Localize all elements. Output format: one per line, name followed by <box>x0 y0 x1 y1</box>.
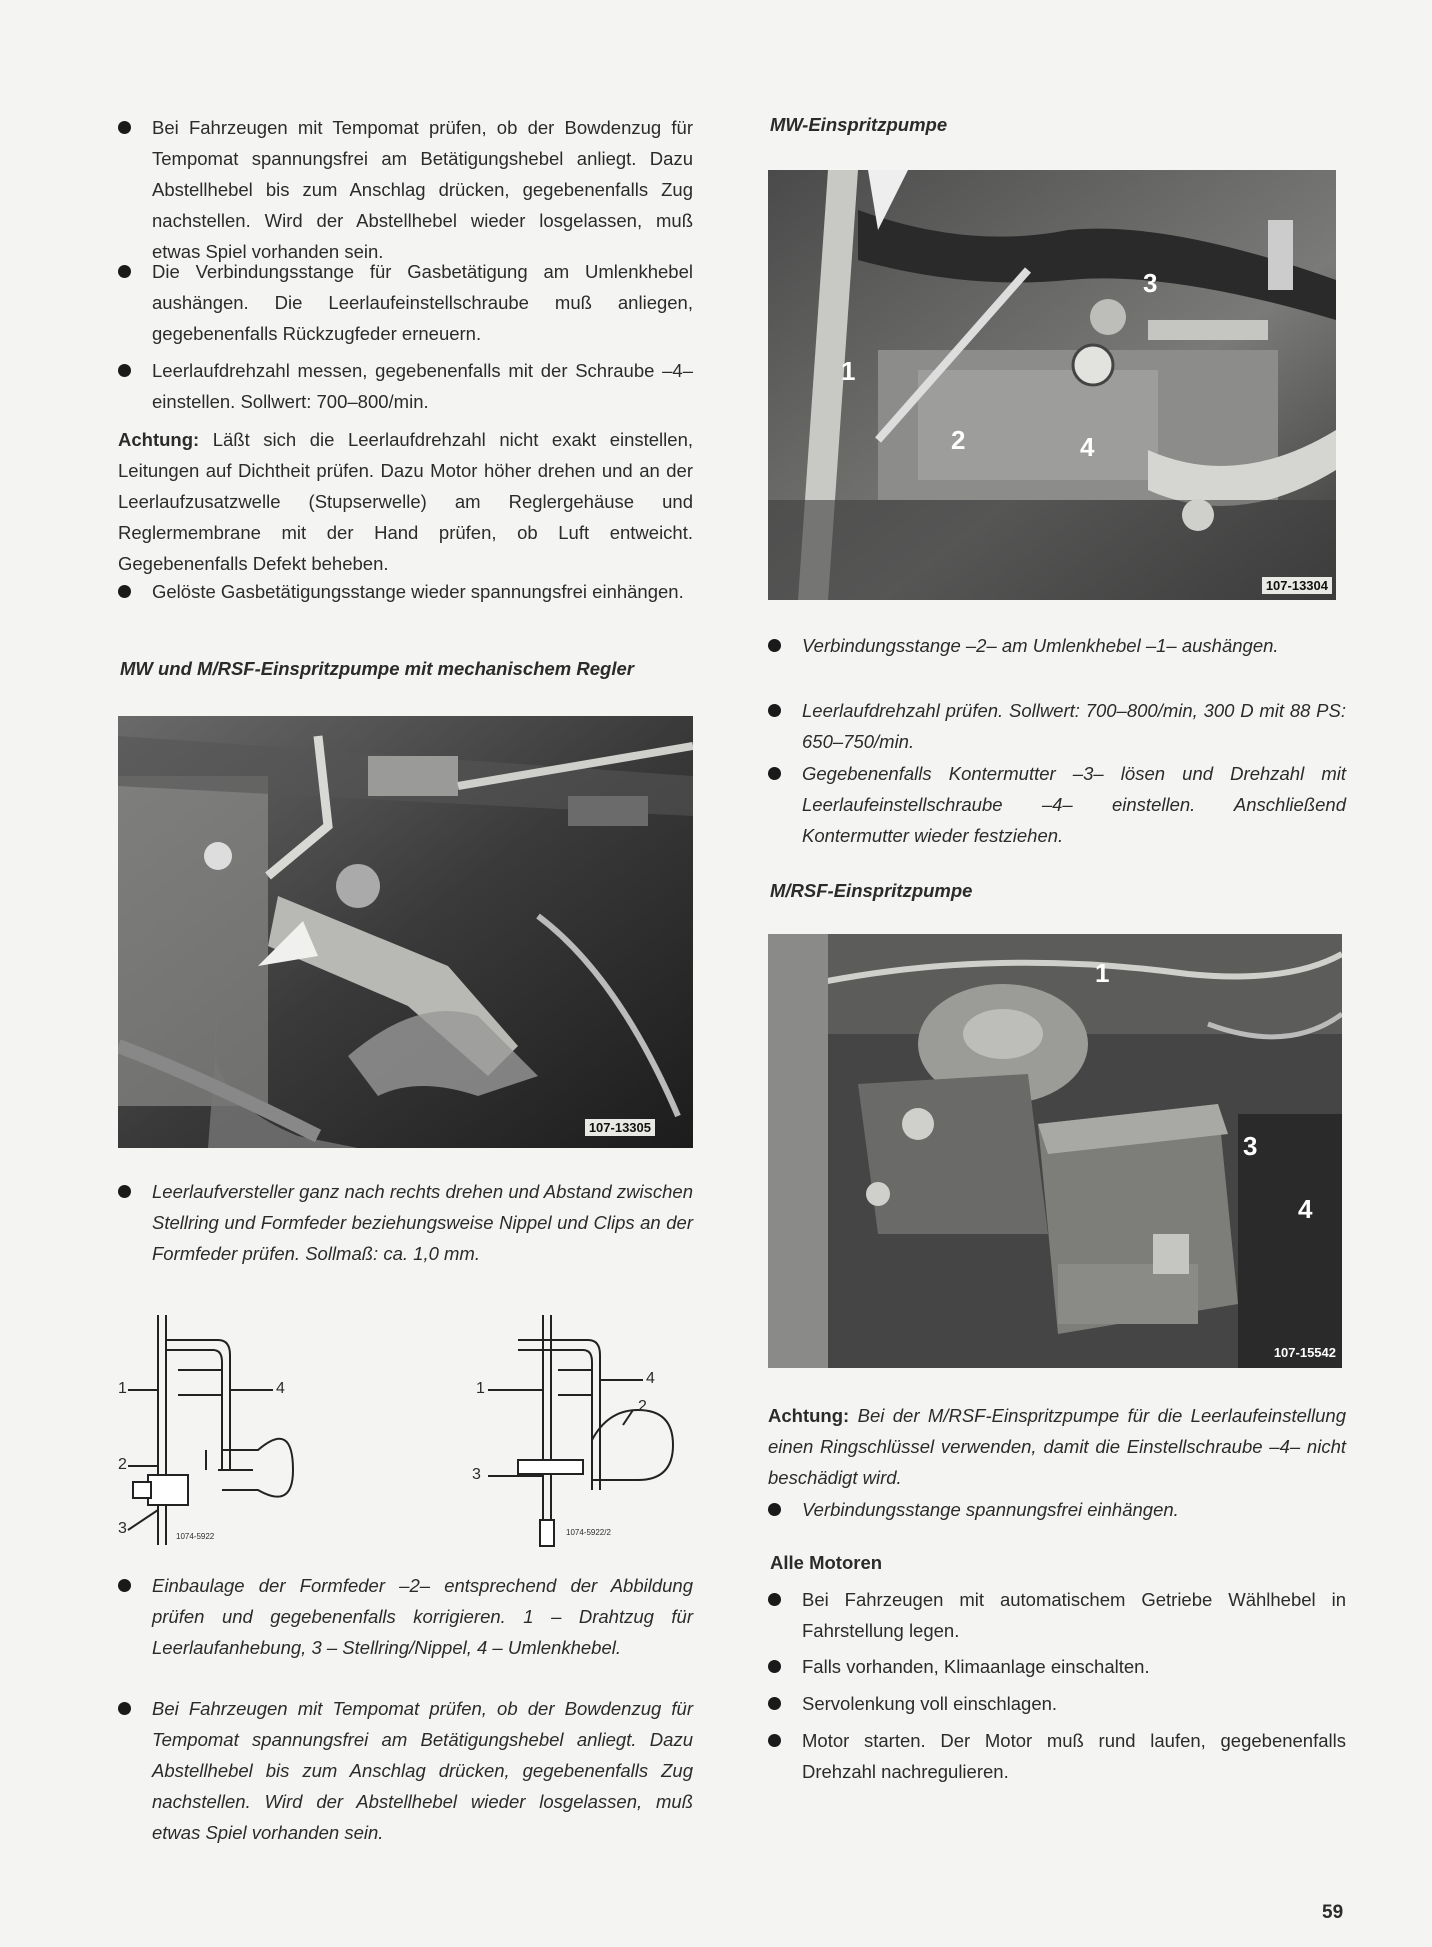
diagram-left-label-2: 2 <box>118 1456 127 1473</box>
photo-mechanical-regulator-image <box>118 716 693 1148</box>
heading-mechanischer-regler: MW und M/RSF-Einspritzpumpe mit mechanischem Regler <box>120 658 634 679</box>
bullet-gasbetaetigung: Gelöste Gasbetätigungsstange wieder spannungsfrei einhängen. <box>118 576 693 607</box>
bullet-dot <box>768 1734 781 1747</box>
bullet-dot <box>768 1697 781 1710</box>
bullet-dot <box>118 364 131 377</box>
achtung-note <box>118 424 693 579</box>
diagram-formfeder-right-drawing <box>458 1310 698 1550</box>
bullet-verbindungsstange-aushaengen: Verbindungsstange –2– am Umlenkhebel –1– aushängen. <box>768 630 1346 661</box>
photo-mw-label-4: 4 <box>1080 432 1095 462</box>
diagram-left-label-4: 4 <box>276 1380 285 1397</box>
diagram-formfeder-left-drawing <box>118 1310 368 1550</box>
diagram-left-label-3: 3 <box>118 1520 127 1537</box>
photo-mw-label-1: 1 <box>841 356 856 386</box>
bullet-leerlaufversteller: Leerlaufversteller ganz nach rechts drehen und Abstand zwischen Stellring und Formfeder beziehungsweise Nippel und Clips an der Formfeder prüfen. Sollmaß: ca. 1,0 mm. <box>118 1176 693 1269</box>
bullet-dot <box>768 1593 781 1606</box>
bullet-leerlaufdrehzahl-pruefen: Leerlaufdrehzahl prüfen. Sollwert: 700–800/min, 300 D mit 88 PS: 650–750/min. <box>768 695 1346 757</box>
bullet-dot <box>768 1660 781 1673</box>
diagram-right-label-3: 3 <box>472 1466 481 1483</box>
photo-code: 107-13305 <box>585 1119 655 1136</box>
bullet-dot <box>118 1185 131 1198</box>
achtung-text: Läßt sich die Leerlaufdrehzahl nicht exakt einstellen, Leitungen auf Dichtheit prüfen. Dazu Motor höher drehen und an der Leerlaufzusatzwelle (Stupserwelle) am Reglergehäuse und Reglermembrane mit der Hand prüfen, ob Luft entweicht. Gegebenenfalls Defekt beheben. <box>118 429 693 574</box>
bullet-leerlaufdrehzahl: Leerlaufdrehzahl messen, gegebenenfalls mit der Schraube –4– einstellen. Sollwert: 700–800/min. <box>118 355 693 417</box>
achtung-mrsf-note <box>768 1400 1346 1493</box>
photo-mrsf-pump <box>768 934 1342 1368</box>
achtung-label: Achtung: <box>768 1405 850 1426</box>
bullet-klimaanlage: Falls vorhanden, Klimaanlage einschalten. <box>768 1651 1346 1682</box>
bullet-einbaulage: Einbaulage der Formfeder –2– entsprechend der Abbildung prüfen und gegebenenfalls korrigieren. 1 – Drahtzug für Leerlaufanhebung, 3 – Stellring/Nippel, 4 – Umlenkhebel. <box>118 1570 693 1663</box>
bullet-tempomat-bottom: Bei Fahrzeugen mit Tempomat prüfen, ob der Bowdenzug für Tempomat spannungsfrei am Betätigungshebel anliegt. Dazu Abstellhebel bis zum Anschlag drücken, gegebenenfalls Zug nachstellen. Wird der Abstellhebel wieder losgelassen, muß etwas Spiel vorhanden sein. <box>118 1693 693 1848</box>
photo-mrsf-label-4: 4 <box>1298 1194 1313 1224</box>
photo-mrsf-label-3: 3 <box>1243 1131 1258 1161</box>
page-number: 59 <box>1322 1902 1344 1923</box>
photo-mw-label-2: 2 <box>951 425 966 455</box>
bullet-dot <box>118 265 131 278</box>
diagram-right-label-1: 1 <box>476 1380 485 1397</box>
photo-mw-pump <box>768 170 1336 600</box>
diagram-right-label-4: 4 <box>646 1370 655 1387</box>
achtung-text: Bei der M/RSF-Einspritzpumpe für die Leerlaufeinstellung einen Ringschlüssel verwenden, damit die Einstellschraube –4– nicht beschädigt wird. <box>768 1405 1346 1488</box>
bullet-dot <box>118 1702 131 1715</box>
photo-mrsf-code: 107-15542 <box>1273 1345 1336 1360</box>
photo-mw-code: 107-13304 <box>1262 577 1332 594</box>
bullet-dot <box>768 639 781 652</box>
bullet-servolenkung: Servolenkung voll einschlagen. <box>768 1688 1346 1719</box>
photo-mw-label-3: 3 <box>1143 268 1158 298</box>
diagram-right-label-2: 2 <box>638 1398 647 1415</box>
diagram-right-code: 1074-5922/2 <box>566 1528 611 1537</box>
heading-mw-einspritzpumpe: MW-Einspritzpumpe <box>770 114 948 135</box>
bullet-verbindungsstange: Die Verbindungsstange für Gasbetätigung am Umlenkhebel aushängen. Die Leerlaufeinstellschraube muß anliegen, gegebenenfalls Rückzugfeder erneuern. <box>118 256 693 349</box>
heading-mrsf-einspritzpumpe: M/RSF-Einspritzpumpe <box>770 880 973 901</box>
bullet-verbindungsstange-einhaengen: Verbindungsstange spannungsfrei einhängen. <box>768 1494 1346 1525</box>
diagram-formfeder-right <box>458 1310 698 1550</box>
bullet-dot <box>768 767 781 780</box>
bullet-kontermutter: Gegebenenfalls Kontermutter –3– lösen und Drehzahl mit Leerlaufeinstellschraube –4– einstellen. Anschließend Kontermutter wieder festziehen. <box>768 758 1346 851</box>
achtung-label: Achtung: <box>118 429 200 450</box>
bullet-dot <box>768 704 781 717</box>
bullet-dot <box>118 585 131 598</box>
diagram-formfeder-left <box>118 1310 368 1550</box>
heading-alle-motoren: Alle Motoren <box>770 1552 883 1573</box>
diagram-left-code: 1074-5922 <box>176 1532 215 1541</box>
bullet-tempomat-top: Bei Fahrzeugen mit Tempomat prüfen, ob der Bowdenzug für Tempomat spannungsfrei am Betätigungshebel anliegt. Dazu Abstellhebel bis zum Anschlag drücken, gegebenenfalls Zug nachstellen. Wird der Abstellhebel wieder losgelassen, muß etwas Spiel vorhanden sein. <box>118 112 693 267</box>
bullet-dot <box>118 1579 131 1592</box>
diagram-left-label-1: 1 <box>118 1380 127 1397</box>
photo-mechanical-regulator <box>118 716 693 1148</box>
bullet-dot <box>118 121 131 134</box>
bullet-motor-starten: Motor starten. Der Motor muß rund laufen, gegebenenfalls Drehzahl nachregulieren. <box>768 1725 1346 1787</box>
bullet-dot <box>768 1503 781 1516</box>
bullet-waehlhebel: Bei Fahrzeugen mit automatischem Getriebe Wählhebel in Fahrstellung legen. <box>768 1584 1346 1646</box>
photo-mrsf-label-1: 1 <box>1095 958 1110 988</box>
